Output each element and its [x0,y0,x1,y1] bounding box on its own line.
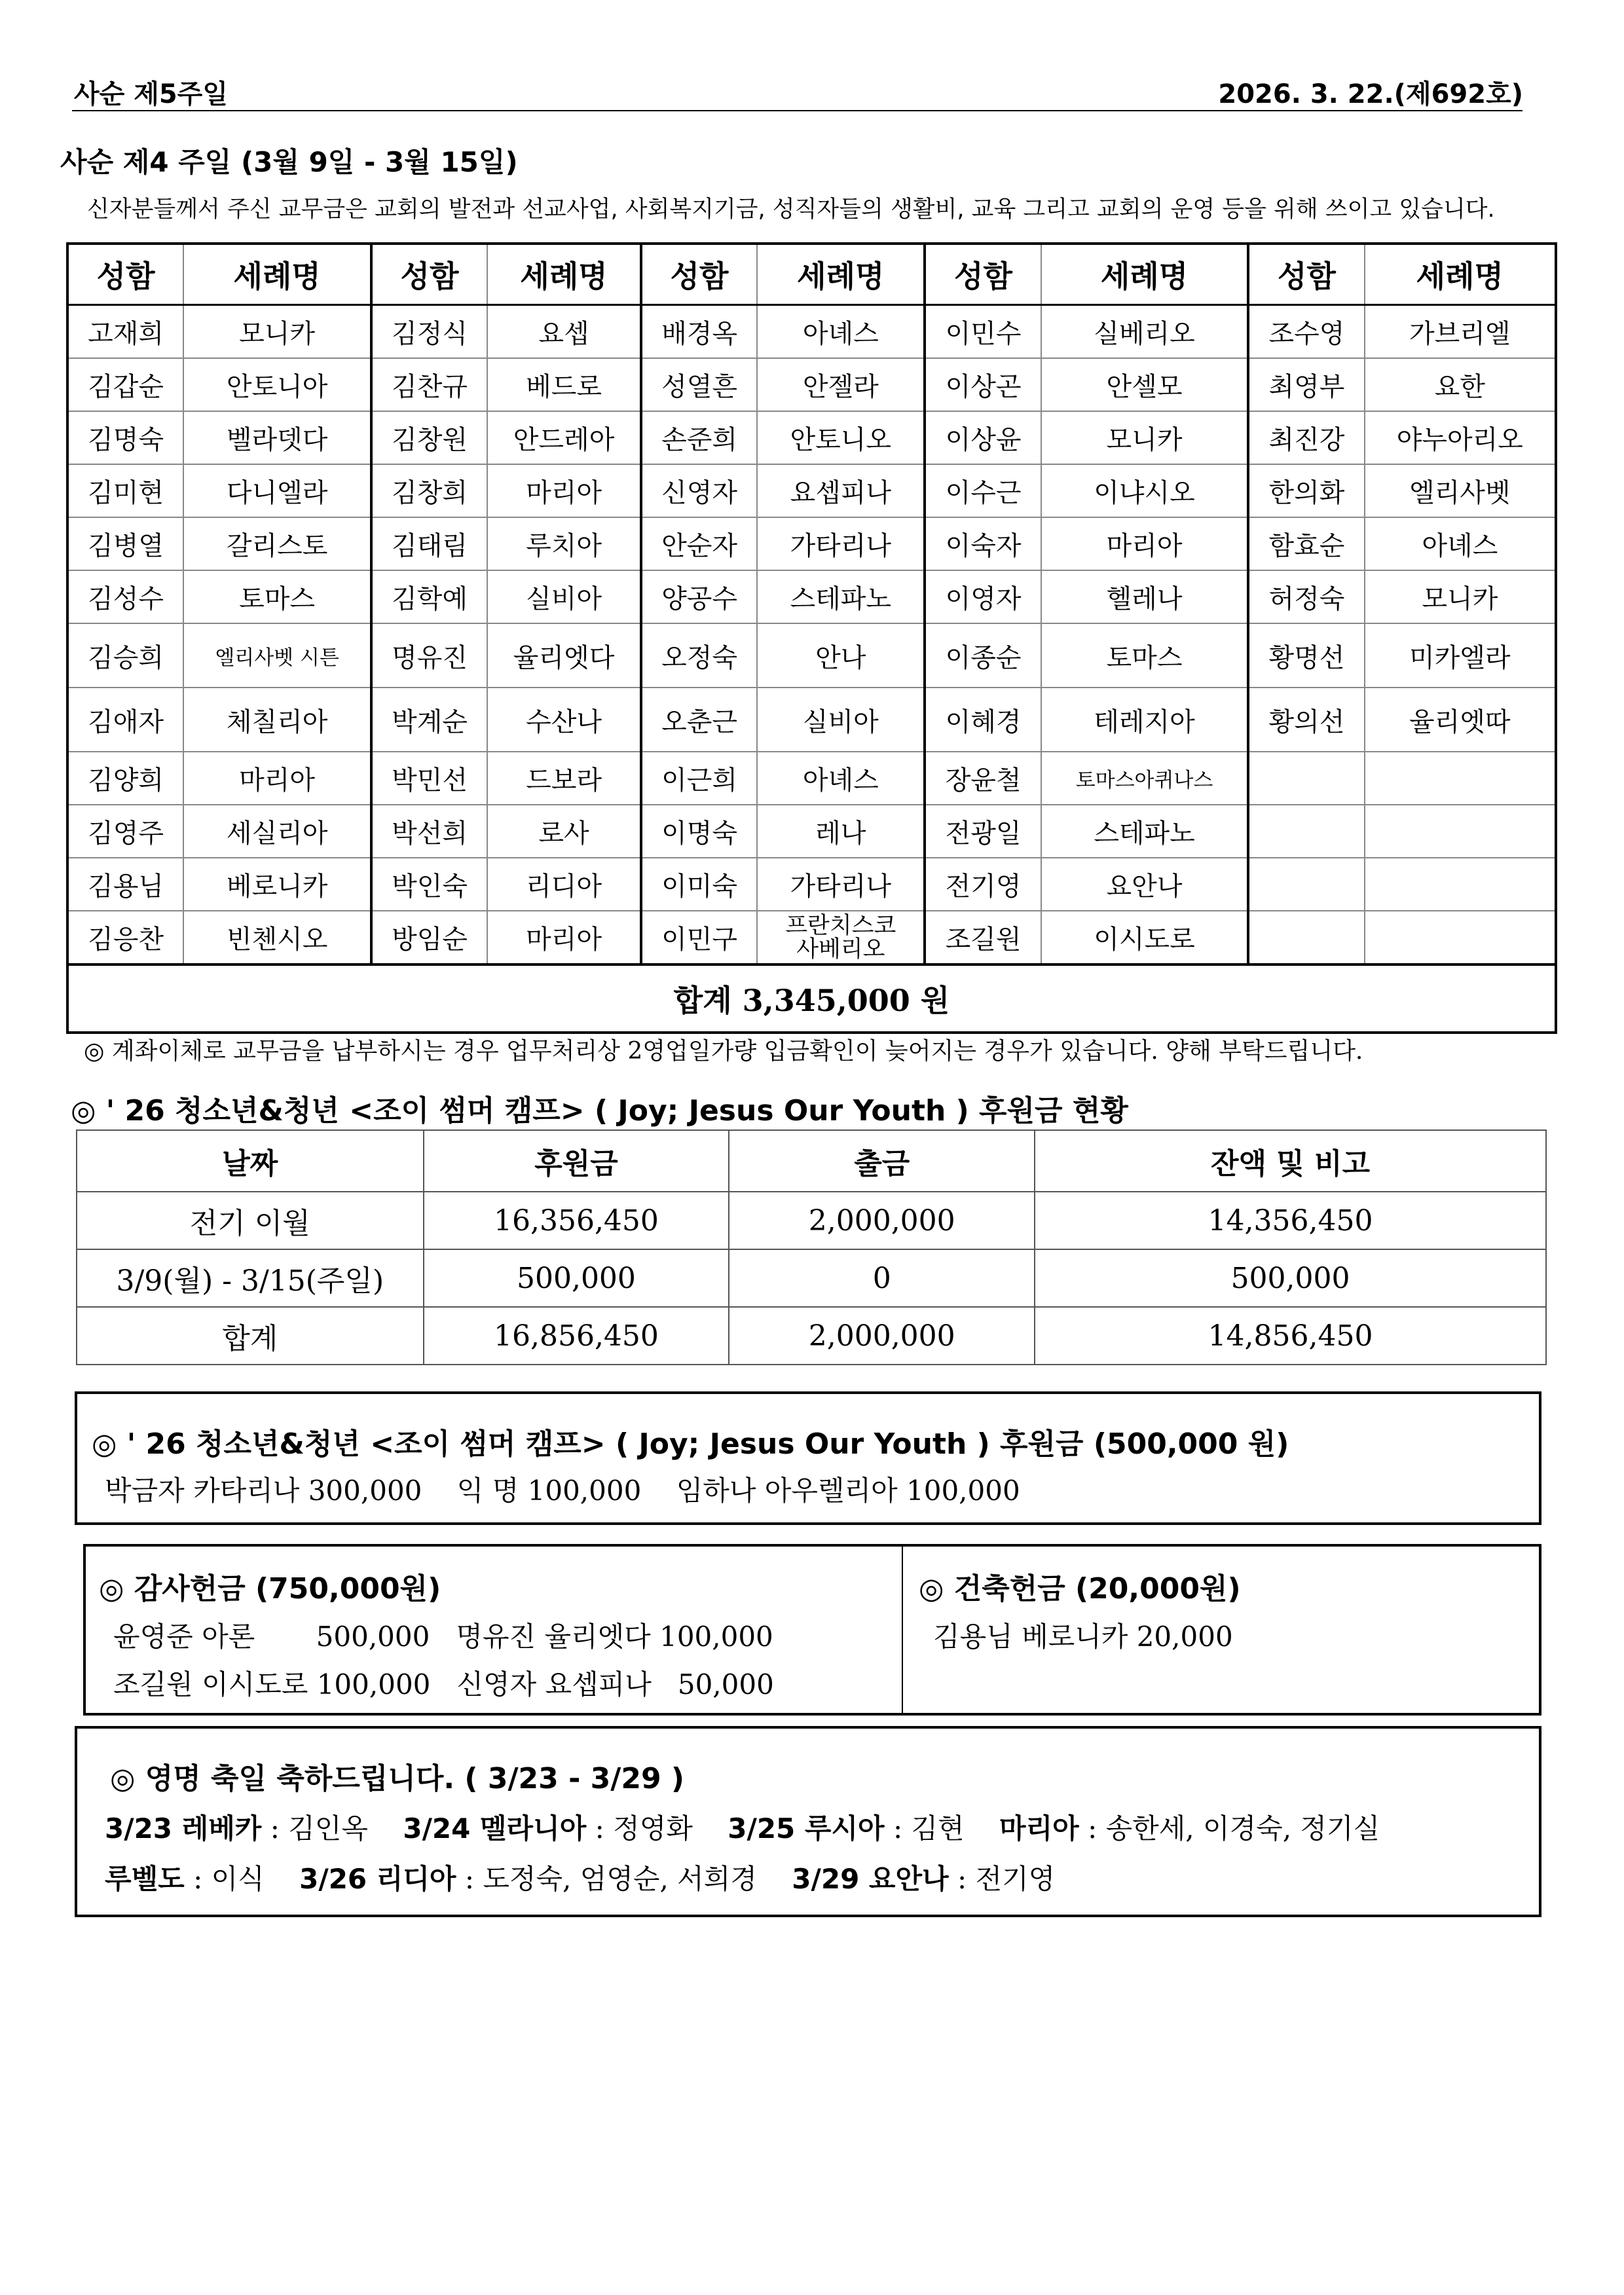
camp-status-table [76,1129,1547,1365]
donor-name: 성열흔 [641,358,757,411]
table-row [67,688,1556,752]
camp-cell: 14,856,450 [1035,1307,1546,1365]
donor-name: 황의선 [1248,688,1364,752]
baptism-name: 테레지아 [1041,688,1249,752]
baptism-name: 아녜스 [757,752,925,805]
table-row [67,305,1556,359]
feast-names: : 정영화 [586,1812,728,1845]
baptism-name: 이냐시오 [1041,464,1249,517]
feast-saint: 마리아 [999,1812,1079,1845]
donor-name: 안순자 [641,517,757,570]
donor-name: 김창희 [371,464,487,517]
table-row [67,858,1556,911]
baptism-name: 안드레아 [487,411,641,464]
donor-name: 명유진 [371,623,487,688]
baptism-name: 가브리엘 [1365,305,1556,359]
baptism-name: 토마스아퀴나스 [1041,752,1249,805]
thanksgiving-line-1: 윤영준 아론 500,000 명유진 율리엣다 100,000 [113,1621,773,1653]
baptism-name: 아녜스 [1365,517,1556,570]
baptism-name: 실비아 [487,570,641,623]
camp-donation-title: ◎ ' 26 청소년&청년 <조이 썸머 캠프> ( Joy; Jesus Our Youth ) 후원금 (500,000 원) [92,1427,1289,1461]
baptism-name: 안젤라 [757,358,925,411]
donor-name: 김용님 [67,858,183,911]
feast-day-line-2 [105,1858,1055,1897]
table-row [67,411,1556,464]
table-row [67,805,1556,858]
donor-name: 김찬규 [371,358,487,411]
donor-name: 이명숙 [641,805,757,858]
feast-day-box [75,1726,1541,1917]
feast-names: : 이식 [184,1863,300,1895]
donor-name: 전기영 [925,858,1041,911]
baptism-name: 로사 [487,805,641,858]
baptism-name: 토마스 [1041,623,1249,688]
donor-name: 박인숙 [371,858,487,911]
baptism-name: 스테파노 [1041,805,1249,858]
donor-name: 한의화 [1248,464,1364,517]
baptism-name: 실베리오 [1041,305,1249,359]
donor-name: 양공수 [641,570,757,623]
donor-name: 김미현 [67,464,183,517]
baptism-name: 이시도로 [1041,911,1249,964]
donor-name: 김승희 [67,623,183,688]
baptism-name: 안토니아 [183,358,371,411]
col-header-baptism: 세례명 [487,244,641,305]
donor-name: 오춘근 [641,688,757,752]
donor-name: 조길원 [925,911,1041,964]
building-box [902,1544,1541,1716]
baptism-name: 모니카 [183,305,371,359]
table-row [77,1192,1546,1249]
donor-name: 이영자 [925,570,1041,623]
camp-cell: 2,000,000 [729,1307,1035,1365]
donor-name: 장윤철 [925,752,1041,805]
header-divider [72,110,1522,111]
table-row [67,752,1556,805]
donor-name: 최영부 [1248,358,1364,411]
donor-name: 배경옥 [641,305,757,359]
baptism-name: 루치아 [487,517,641,570]
donor-name: 전광일 [925,805,1041,858]
donor-name: 이수근 [925,464,1041,517]
donor-name [1248,858,1364,911]
feast-names: : 전기영 [948,1863,1056,1895]
baptism-name: 레나 [757,805,925,858]
baptism-name: 율리엣따 [1365,688,1556,752]
donor-name: 오정숙 [641,623,757,688]
camp-cell: 2,000,000 [729,1192,1035,1249]
baptism-name: 가타리나 [757,858,925,911]
camp-col-header: 출금 [729,1130,1035,1192]
baptism-name: 요셉 [487,305,641,359]
baptism-name: 모니카 [1041,411,1249,464]
col-header-name: 성함 [641,244,757,305]
donor-name: 김학예 [371,570,487,623]
donor-name: 이미숙 [641,858,757,911]
col-header-baptism: 세례명 [183,244,371,305]
camp-col-header: 후원금 [424,1130,729,1192]
donor-name: 고재희 [67,305,183,359]
baptism-name: 마리아 [1041,517,1249,570]
donor-name: 이상윤 [925,411,1041,464]
table-row [67,911,1556,964]
baptism-name: 세실리아 [183,805,371,858]
camp-cell: 500,000 [424,1249,729,1307]
camp-cell: 14,356,450 [1035,1192,1546,1249]
offering-table [66,242,1557,1034]
donor-name: 김애자 [67,688,183,752]
offering-table-header [67,244,1556,305]
col-header-name: 성함 [67,244,183,305]
donor-name: 김양희 [67,752,183,805]
col-header-name: 성함 [371,244,487,305]
feast-names: : 송한세, 이경숙, 정기실 [1079,1812,1380,1845]
donor-name [1248,911,1364,964]
baptism-name: 율리엣다 [487,623,641,688]
baptism-name: 미카엘라 [1365,623,1556,688]
donor-name: 박계순 [371,688,487,752]
baptism-name: 안나 [757,623,925,688]
donor-name: 최진강 [1248,411,1364,464]
feast-names: : 도정숙, 엄영순, 서희경 [456,1863,792,1895]
donor-name [1248,805,1364,858]
col-header-baptism: 세례명 [1365,244,1556,305]
baptism-name: 안셀모 [1041,358,1249,411]
feast-day-title: ◎ 영명 축일 축하드립니다. ( 3/23 - 3/29 ) [110,1762,685,1795]
donor-name: 신영자 [641,464,757,517]
col-header-baptism: 세례명 [1041,244,1249,305]
donor-name [1248,752,1364,805]
header-left: 사순 제5주일 [74,79,228,109]
thanksgiving-title: ◎ 감사헌금 (750,000원) [99,1572,441,1606]
baptism-name [1365,858,1556,911]
baptism-name: 야누아리오 [1365,411,1556,464]
donor-name: 이근희 [641,752,757,805]
donor-name: 황명선 [1248,623,1364,688]
feast-saint: 루벨도 [105,1863,185,1895]
donor-name: 김성수 [67,570,183,623]
baptism-name: 엘리사벳 [1365,464,1556,517]
camp-cell: 전기 이월 [77,1192,424,1249]
baptism-name: 요안나 [1041,858,1249,911]
baptism-name [1365,911,1556,964]
camp-donation-box [75,1391,1541,1525]
offering-section-title: 사순 제4 주일 (3월 9일 - 3월 15일) [60,146,518,178]
donor-name: 이종순 [925,623,1041,688]
col-header-baptism: 세례명 [757,244,925,305]
camp-cell: 0 [729,1249,1035,1307]
donor-name: 이혜경 [925,688,1041,752]
building-line-1: 김용님 베로니카 20,000 [933,1621,1233,1653]
baptism-name: 안토니오 [757,411,925,464]
donor-name: 김병열 [67,517,183,570]
feast-names: : 김현 [884,1812,1000,1845]
col-header-name: 성함 [1248,244,1364,305]
baptism-name: 베로니카 [183,858,371,911]
donor-name: 김갑순 [67,358,183,411]
baptism-name: 아녜스 [757,305,925,359]
baptism-name: 베드로 [487,358,641,411]
baptism-name: 벨라뎃다 [183,411,371,464]
baptism-name: 토마스 [183,570,371,623]
baptism-name: 마리아 [487,911,641,964]
col-header-name: 성함 [925,244,1041,305]
donor-name: 조수영 [1248,305,1364,359]
header-right: 2026. 3. 22.(제692호) [1218,79,1523,109]
baptism-name: 실비아 [757,688,925,752]
donor-name: 함효순 [1248,517,1364,570]
camp-col-header: 날짜 [77,1130,424,1192]
donor-name: 이상곤 [925,358,1041,411]
feast-saint: 3/23 레베카 [105,1812,262,1845]
donor-name: 이민수 [925,305,1041,359]
donor-name: 김영주 [67,805,183,858]
donor-name: 김창원 [371,411,487,464]
baptism-name: 리디아 [487,858,641,911]
baptism-name: 스테파노 [757,570,925,623]
baptism-name [1365,752,1556,805]
baptism-name: 수산나 [487,688,641,752]
baptism-name: 갈리스토 [183,517,371,570]
baptism-name: 마리아 [487,464,641,517]
baptism-name: 드보라 [487,752,641,805]
table-row [67,570,1556,623]
camp-donation-line: 박금자 카타리나 300,000 익 명 100,000 임하나 아우렐리아 100,000 [105,1475,1020,1507]
camp-cell: 500,000 [1035,1249,1546,1307]
donor-name: 김명숙 [67,411,183,464]
thanksgiving-box [83,1544,903,1716]
donor-name: 김응찬 [67,911,183,964]
camp-cell: 3/9(월) - 3/15(주일) [77,1249,424,1307]
baptism-name: 모니카 [1365,570,1556,623]
baptism-name: 마리아 [183,752,371,805]
feast-saint: 3/29 요안나 [792,1863,949,1895]
table-row [67,358,1556,411]
donor-name: 박민선 [371,752,487,805]
feast-saint: 3/26 리디아 [299,1863,456,1895]
offering-intro: 신자분들께서 주신 교무금은 교회의 발전과 선교사업, 사회복지기금, 성직자들의 생활비, 교육 그리고 교회의 운영 등을 위해 쓰이고 있습니다. [87,196,1495,223]
thanksgiving-line-2: 조길원 이시도로 100,000 신영자 요셉피나 50,000 [113,1668,774,1700]
baptism-name: 요한 [1365,358,1556,411]
donor-name: 박선희 [371,805,487,858]
camp-table-header [77,1130,1546,1192]
baptism-name: 요셉피나 [757,464,925,517]
donor-name: 손준희 [641,411,757,464]
camp-cell: 16,856,450 [424,1307,729,1365]
table-row [67,464,1556,517]
baptism-name: 엘리사벳 시튼 [183,623,371,688]
table-row [77,1249,1546,1307]
table-row [77,1307,1546,1365]
camp-cell: 16,356,450 [424,1192,729,1249]
baptism-name [1365,805,1556,858]
donor-name: 이민구 [641,911,757,964]
baptism-name: 프란치스코 사베리오 [757,911,925,964]
building-title: ◎ 건축헌금 (20,000원) [919,1572,1241,1606]
donor-name: 김태림 [371,517,487,570]
baptism-name: 빈첸시오 [183,911,371,964]
donor-name: 방임순 [371,911,487,964]
baptism-name: 체칠리아 [183,688,371,752]
baptism-name: 가타리나 [757,517,925,570]
transfer-note: ◎ 계좌이체로 교무금을 납부하시는 경우 업무처리상 2영업일가량 입금확인이 늦어지는 경우가 있습니다. 양해 부탁드립니다. [84,1038,1363,1065]
table-row [67,517,1556,570]
donor-name: 김정식 [371,305,487,359]
donor-name: 이숙자 [925,517,1041,570]
offering-total: 합계 3,345,000 원 [67,964,1556,1033]
feast-day-line-1 [105,1807,1380,1846]
camp-cell: 합계 [77,1307,424,1365]
feast-saint: 3/25 루시아 [728,1812,885,1845]
donor-name: 허정숙 [1248,570,1364,623]
feast-saint: 3/24 멜라니아 [403,1812,587,1845]
table-row [67,623,1556,688]
baptism-name: 헬레나 [1041,570,1249,623]
camp-status-title: ◎ ' 26 청소년&청년 <조이 썸머 캠프> ( Joy; Jesus Our Youth ) 후원금 현황 [71,1094,1128,1128]
camp-col-header: 잔액 및 비고 [1035,1130,1546,1192]
baptism-name: 다니엘라 [183,464,371,517]
feast-names: : 김인옥 [261,1812,403,1845]
